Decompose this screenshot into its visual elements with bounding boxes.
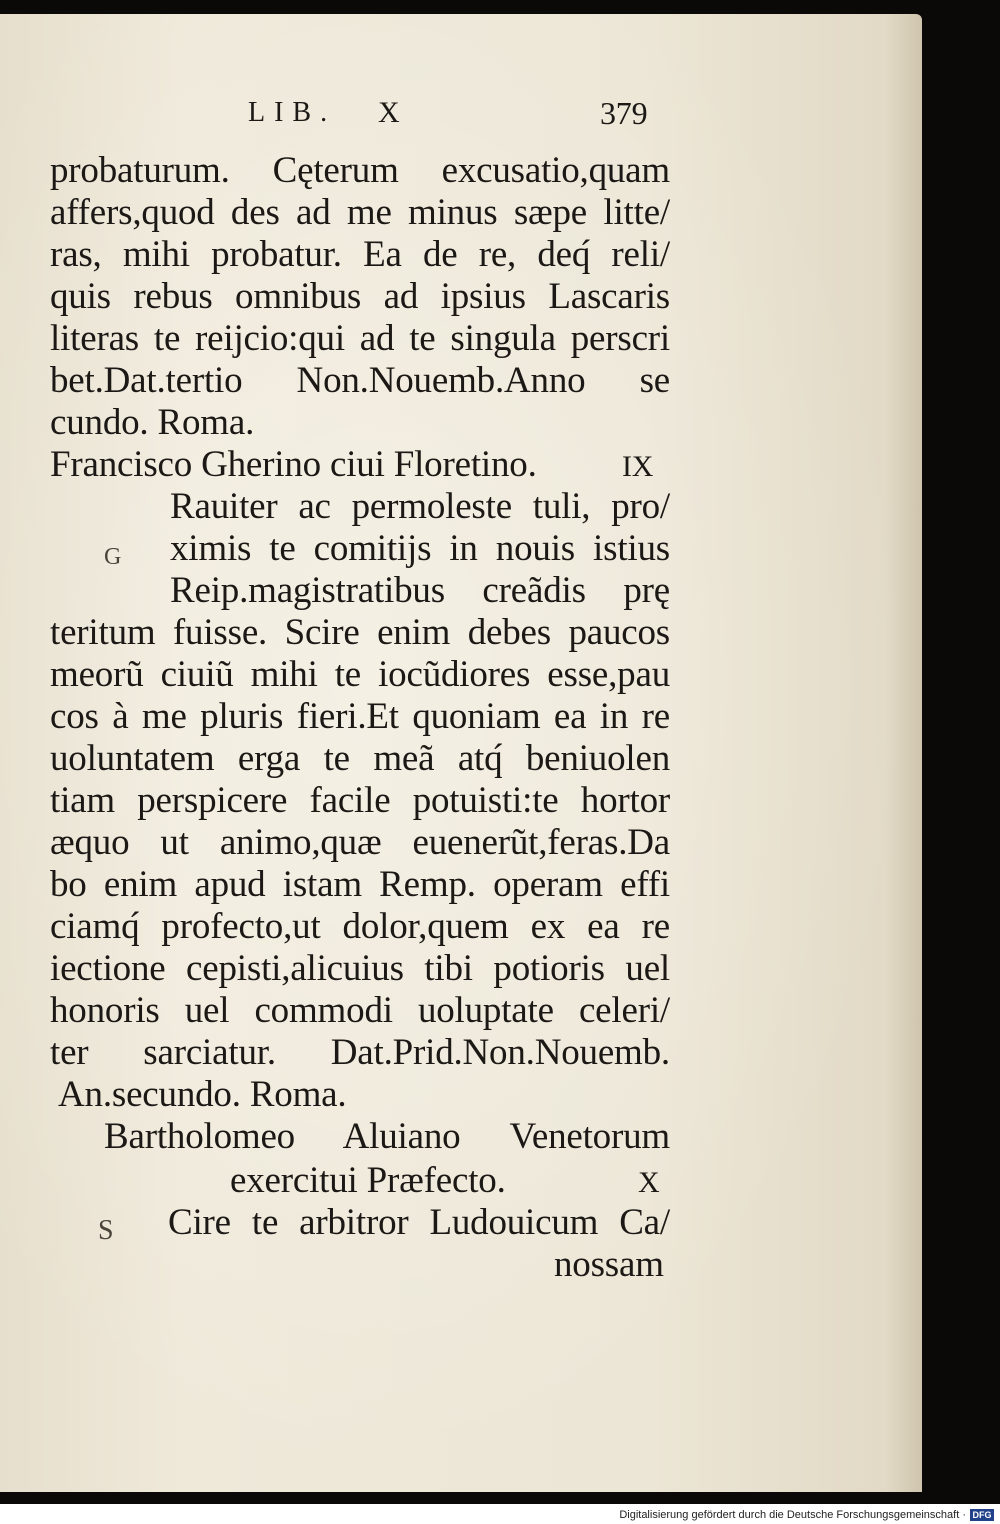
text-line: tiam perspicere facile potuisti:te hortor [50,780,670,821]
letter-title: Bartholomeo Aluiano Venetorum [104,1116,670,1157]
text-line: honoris uel commodi uoluptate celeri/ [50,990,670,1031]
text-line: cundo. Roma. [50,402,255,443]
text-line: æquo ut animo,quæ euenerũt,feras.Da [50,822,670,863]
initial-guide-letter: S [98,1215,114,1246]
letter-number: IX [622,450,654,483]
text-line: probaturum. Cęterum excusatio,quam [50,150,670,191]
text-line: literas te reijcio:qui ad te singula perscri [50,318,670,359]
digitization-credit: Digitalisierung gefördert durch die Deutsche Forschungsgemeinschaft · [619,1509,966,1521]
text-line: meorũ ciuiũ mihi te iocũdiores esse,pau [50,654,670,695]
text-line: ximis te comitijs in nouis istius [170,528,670,569]
text-line: teritum fuisse. Scire enim debes paucos [50,612,670,653]
text-line: cos à me pluris fieri.Et quoniam ea in re [50,696,670,737]
text-line: ciamq́ profecto,ut dolor,quem ex ea re [50,906,670,947]
text-line: iectione cepisti,alicuius tibi potioris uel [50,948,670,989]
text-line: bet.Dat.tertio Non.Nouemb.Anno se [50,360,670,401]
running-head-book: X [378,96,400,129]
text-line: ras, mihi probatur. Ea de re, deq́ reli/ [50,234,670,275]
initial-guide-letter: G [104,544,122,570]
text-line: bo enim apud istam Remp. operam effi [50,864,670,905]
text-line: An.secundo. Roma. [58,1074,347,1115]
text-line: affers,quod des ad me minus sæpe litte/ [50,192,670,233]
text-line: uoluntatem erga te meã atq́ beniuolen [50,738,670,779]
running-head-lib: LIB. [248,97,337,128]
text-line: Rauiter ac permoleste tuli, pro/ [170,486,670,527]
dfg-logo-icon: DFG [970,1509,994,1521]
letter-title: Francisco Gherino ciui Floretino. [50,444,537,485]
text-line: Cire te arbitror Ludouicum Ca/ [168,1202,670,1243]
letter-number: X [638,1166,660,1199]
catchword: nossam [554,1244,664,1285]
text-line: ter sarciatur. Dat.Prid.Non.Nouemb. [50,1032,670,1073]
letter-title-continued: exercitui Præfecto. [230,1160,506,1201]
page-number: 379 [600,95,648,131]
text-line: quis rebus omnibus ad ipsius Lascaris [50,276,670,317]
text-line: Reip.magistratibus creãdis prę [170,570,670,611]
